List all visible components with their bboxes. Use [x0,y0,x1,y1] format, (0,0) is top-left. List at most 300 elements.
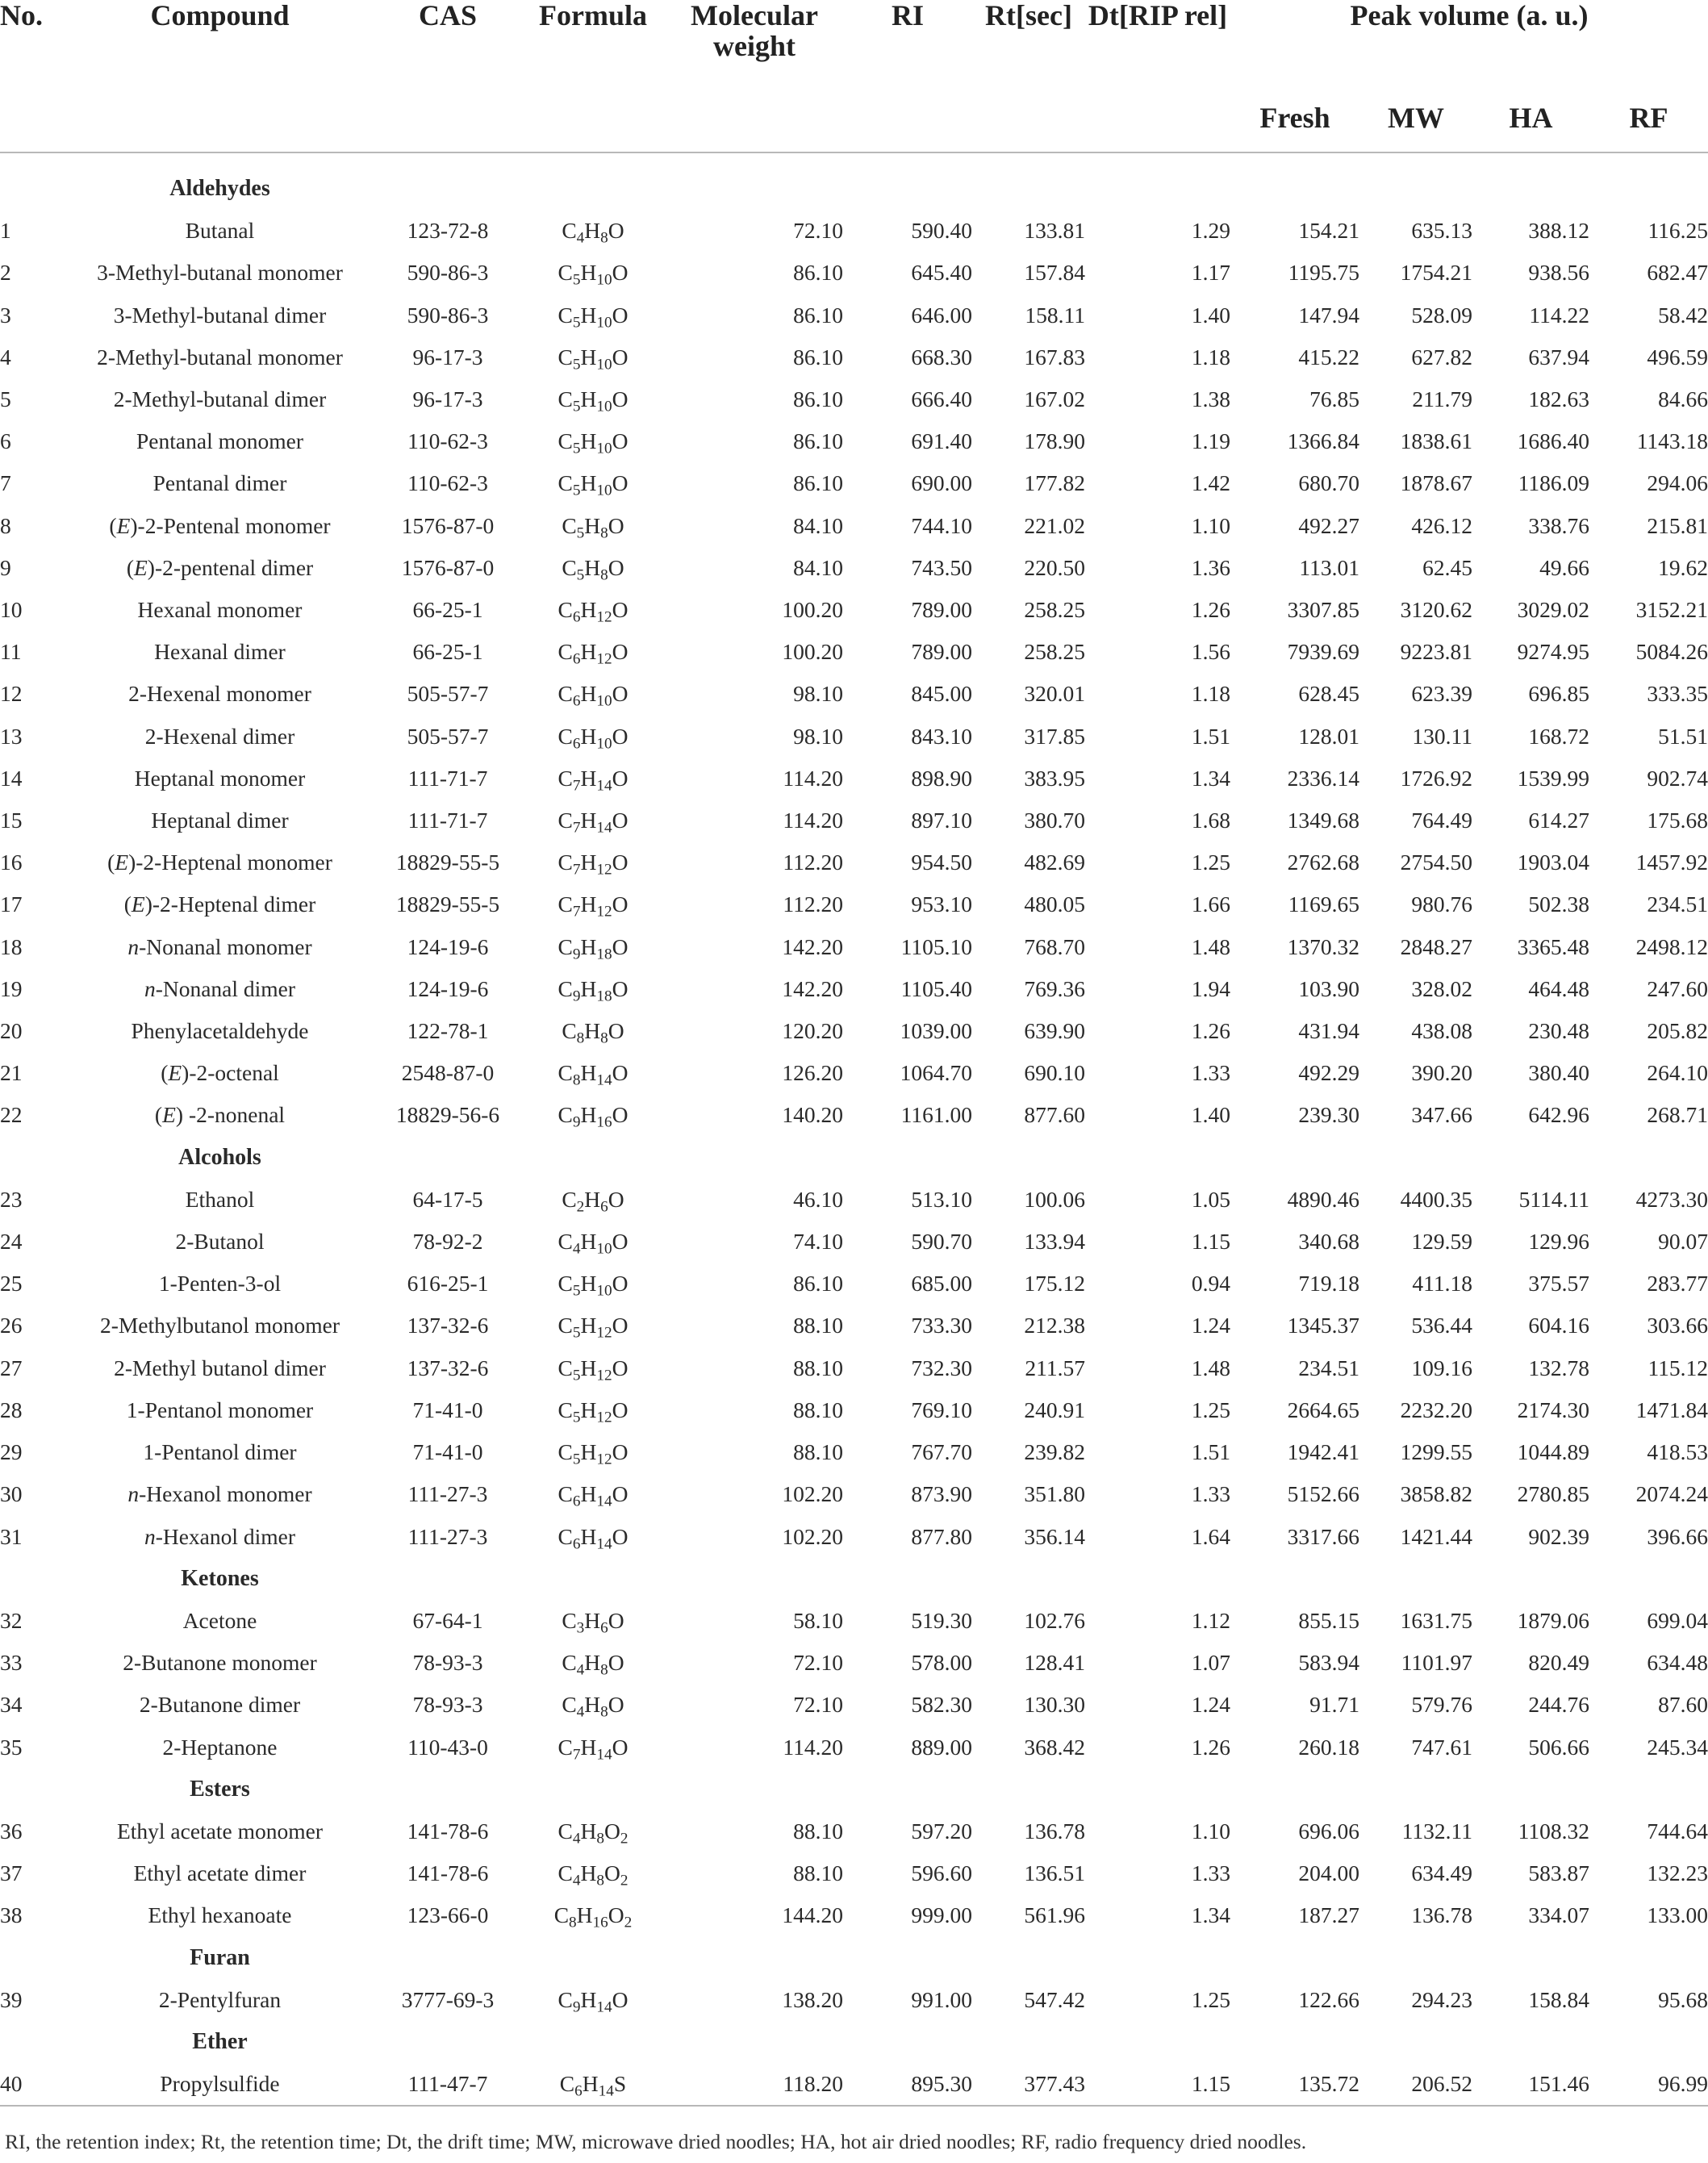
cell-dt: 1.07 [1191,1650,1230,1676]
formula-part: O [612,933,628,959]
cell-fresh: 103.90 [1298,975,1359,1001]
cell-fresh: 1370.32 [1287,933,1359,959]
formula-part: 12 [596,861,612,879]
cell-rf: 2074.24 [1635,1481,1708,1507]
section-heading: Ether [192,2028,248,2054]
cell-cas: 78-93-3 [412,1692,483,1718]
cell-no: 29 [0,1439,23,1465]
formula-part: 12 [596,1324,612,1342]
formula-part: H [580,260,597,286]
cell-no: 26 [0,1313,23,1338]
formula-part: C [558,386,573,412]
formula-part: O [612,470,628,496]
formula-part: 12 [596,1409,612,1426]
formula-part: O [612,1734,628,1760]
cell-cas: 71-41-0 [412,1397,483,1422]
formula-part: C [562,554,577,580]
cell-rt: 102.76 [1024,1607,1085,1633]
cell-ha: 1044.89 [1517,1439,1589,1465]
cell-rt: 133.81 [1024,218,1085,244]
cell-cas: 141-78-6 [407,1818,489,1844]
cell-cas: 110-43-0 [407,1734,488,1760]
cell-no: 6 [0,428,11,454]
formula-part: C [558,344,573,370]
formula-part: O [612,1439,628,1465]
formula-part: C [558,1397,573,1422]
formula-part: C [558,975,573,1001]
cell-ha: 696.85 [1528,681,1589,707]
cell-ri: 668.30 [911,344,972,370]
cell-mw: 579.76 [1411,1692,1472,1718]
formula-part: 8 [569,1914,577,1931]
formula-part: C [558,1313,573,1338]
cell-compound [65,1727,375,1768]
cell-rt: 547.42 [1024,1986,1085,2012]
formula-part: H [580,1523,597,1549]
cell-fresh: 187.27 [1298,1902,1359,1928]
cell-rt: 177.82 [1024,470,1085,496]
header-fresh: Fresh [1230,84,1359,152]
cell-compound [65,1010,375,1052]
cell-no: 38 [0,1902,23,1928]
formula-part: 16 [596,1113,612,1131]
formula-part: O [612,1355,628,1380]
cell-fresh: 147.94 [1298,302,1359,328]
formula-part: 6 [600,1619,608,1637]
formula-part: O [612,681,628,707]
cell-rt: 157.84 [1024,260,1085,286]
cell-no: 19 [0,975,23,1001]
cell-compound [65,800,375,841]
cell-molecular-weight: 114.20 [783,765,843,791]
cell-formula [520,800,666,841]
cell-rt: 377.43 [1024,2071,1085,2097]
table-row [0,294,1708,336]
cell-no: 15 [0,808,23,833]
formula-part: H [584,1018,601,1044]
cell-molecular-weight: 88.10 [793,1397,843,1422]
cell-ha: 49.66 [1539,554,1589,580]
cell-rf: 396.66 [1647,1523,1708,1549]
compound-name: 2-Methyl-butanal monomer [97,344,343,370]
cell-ri: 767.70 [911,1439,972,1465]
cell-ri: 898.90 [911,765,972,791]
formula-part: 12 [596,1451,612,1468]
formula-part: O [612,808,628,833]
cell-dt: 1.17 [1191,260,1230,286]
formula-part: H [576,1902,593,1928]
cell-ha: 1108.32 [1518,1818,1589,1844]
cell-fresh: 3317.66 [1287,1523,1359,1549]
compound-name: Ethyl hexanoate [148,1902,292,1928]
cell-formula [520,1052,666,1094]
cell-fresh: 415.22 [1298,344,1359,370]
formula-part: H [580,1734,597,1760]
cell-formula [520,1347,666,1389]
compound-name: 3-Methyl-butanal dimer [113,302,327,328]
cell-fresh: 1169.65 [1288,892,1359,917]
table-row [0,1473,1708,1515]
cell-cas: 64-17-5 [412,1186,483,1212]
cell-ri: 645.40 [911,260,972,286]
formula-part: O [608,1018,624,1044]
formula-part: O [612,892,628,917]
cell-formula [520,294,666,336]
cell-cas: 67-64-1 [412,1607,483,1633]
cell-rt: 220.50 [1024,554,1085,580]
cell-mw: 206.52 [1411,2071,1472,2097]
cell-ha: 334.07 [1528,1902,1589,1928]
cell-mw: 328.02 [1411,975,1472,1001]
cell-cas: 505-57-7 [407,681,489,707]
cell-mw: 634.49 [1411,1860,1472,1886]
cell-ha: 388.12 [1528,218,1589,244]
cell-ri: 789.00 [911,639,972,665]
table-row [0,1347,1708,1389]
cell-fresh: 239.30 [1298,1102,1359,1128]
table-row [0,1010,1708,1052]
cell-molecular-weight: 138.20 [782,1986,843,2012]
cell-compound [65,505,375,547]
cell-mw: 1299.55 [1400,1439,1472,1465]
compound-name: -Hexanol dimer [155,1523,296,1549]
formula-part: H [582,2071,599,2097]
formula-part: H [580,975,597,1001]
cell-cas: 66-25-1 [412,639,483,665]
cell-fresh: 855.15 [1298,1607,1359,1633]
cell-dt: 1.25 [1191,1397,1230,1422]
cell-no: 7 [0,470,11,496]
cell-ha: 502.38 [1528,892,1589,917]
compound-italic: n [127,933,140,959]
table-row [0,505,1708,547]
table-row [0,1516,1708,1558]
header-mw: MW [1359,84,1472,152]
formula-part: H [584,218,601,244]
cell-cas: 111-27-3 [407,1481,488,1507]
cell-no: 22 [0,1102,23,1128]
cell-molecular-weight: 88.10 [793,1439,843,1465]
cell-ha: 637.94 [1528,344,1589,370]
cell-ri: 691.40 [911,428,972,454]
formula-part: O [608,1607,624,1633]
formula-part: 5 [572,271,581,289]
cell-dt: 1.40 [1191,302,1230,328]
header-molecular-weight [666,0,843,84]
formula-part: 14 [596,1998,612,2016]
formula-part: H [580,344,597,370]
compound-name: Ethyl acetate dimer [133,1860,307,1886]
cell-cas: 137-32-6 [407,1313,489,1338]
cell-formula [520,631,666,673]
table-row [0,800,1708,841]
cell-compound [65,1094,375,1136]
cell-compound [65,1684,375,1726]
formula-part: C [558,1439,573,1465]
section-row [0,1768,1708,1810]
cell-mw: 9223.81 [1400,639,1472,665]
cell-ri: 897.10 [911,808,972,833]
cell-no: 33 [0,1650,23,1676]
cell-cas: 3777-69-3 [401,1986,495,2012]
cell-fresh: 492.29 [1298,1060,1359,1086]
cell-mw: 1132.11 [1401,1818,1472,1844]
cell-dt: 1.18 [1191,681,1230,707]
cell-ha: 1903.04 [1517,850,1589,875]
section-heading: Esters [190,1776,250,1802]
formula-part: 10 [596,692,612,710]
cell-ri: 954.50 [911,850,972,875]
formula-part: O [612,1313,628,1338]
formula-part: C [558,1818,573,1844]
cell-ri: 843.10 [911,723,972,749]
cell-molecular-weight: 98.10 [793,723,843,749]
formula-part: S [613,2071,627,2097]
compound-prefix: ( [154,1102,163,1128]
header-dt: Dt[RIP rel] [1088,0,1228,31]
table-row [0,2063,1708,2106]
cell-dt: 1.25 [1191,1986,1230,2012]
cell-ha: 614.27 [1528,808,1589,833]
cell-molecular-weight: 120.20 [782,1018,843,1044]
formula-part: C [558,1860,573,1886]
cell-rf: 283.77 [1647,1271,1708,1297]
cell-dt: 1.19 [1191,428,1230,454]
compound-name: -Hexanol monomer [139,1481,312,1507]
cell-dt: 1.10 [1191,512,1230,538]
cell-fresh: 340.68 [1298,1229,1359,1255]
cell-rt: 383.95 [1024,765,1085,791]
cell-rt: 317.85 [1024,723,1085,749]
compound-italic: n [127,1481,140,1507]
cell-cas: 122-78-1 [407,1018,489,1044]
cell-molecular-weight: 72.10 [793,1650,843,1676]
formula-part: H [584,554,601,580]
cell-ha: 5114.11 [1518,1186,1589,1212]
cell-molecular-weight: 84.10 [793,554,843,580]
formula-part: C [562,512,577,538]
formula-part: 10 [596,735,612,753]
formula-part: O [608,218,624,244]
cell-rt: 128.41 [1024,1650,1085,1676]
formula-part: C [562,1607,577,1633]
cell-ha: 338.76 [1528,512,1589,538]
cell-rt: 258.25 [1024,639,1085,665]
cell-molecular-weight: 86.10 [793,302,843,328]
table-row [0,1305,1708,1347]
cell-fresh: 1349.68 [1287,808,1359,833]
cell-no: 14 [0,765,23,791]
cell-ha: 1539.99 [1517,765,1589,791]
formula-part: 5 [576,524,585,541]
cell-rt: 768.70 [1024,933,1085,959]
cell-ha: 1186.09 [1518,470,1589,496]
table-row [0,1263,1708,1305]
table-row [0,462,1708,504]
formula-part: O [612,1271,628,1297]
cell-rt: 480.05 [1024,892,1085,917]
formula-part: H [580,1986,597,2012]
formula-part: 5 [572,313,581,331]
formula-part: C [559,2071,575,2097]
cell-molecular-weight: 100.20 [782,639,843,665]
cell-rf: 902.74 [1647,765,1708,791]
compound-italic: E [168,1060,182,1086]
cell-fresh: 680.70 [1298,470,1359,496]
cell-fresh: 628.45 [1298,681,1359,707]
table-row [0,1684,1708,1726]
cell-no: 40 [0,2071,23,2097]
cell-no: 10 [0,597,23,623]
formula-part: O [612,260,628,286]
formula-part: 4 [576,1661,585,1679]
formula-part: 8 [600,566,608,584]
cell-rt: 221.02 [1024,512,1085,538]
formula-part: H [584,512,601,538]
formula-part: 10 [596,482,612,499]
cell-compound [65,1473,375,1515]
cell-rf: 96.99 [1658,2071,1708,2097]
cell-rt: 639.90 [1024,1018,1085,1044]
compound-prefix: ( [161,1060,169,1086]
formula-part: 12 [596,650,612,668]
cell-ha: 2174.30 [1517,1397,1589,1422]
cell-cas: 110-62-3 [407,428,488,454]
formula-part: 6 [572,1535,581,1552]
table-row [0,1600,1708,1642]
cell-mw: 1421.44 [1400,1523,1472,1549]
cell-rf: 245.34 [1647,1734,1708,1760]
cell-rf: 3152.21 [1635,597,1708,623]
cell-no: 31 [0,1523,23,1549]
cell-dt: 1.24 [1191,1692,1230,1718]
compound-name: 1-Pentanol dimer [143,1439,297,1465]
cell-formula [520,1810,666,1852]
cell-cas: 123-66-0 [407,1902,489,1928]
formula-part: H [580,933,597,959]
cell-ri: 646.00 [911,302,972,328]
cell-rf: 1143.18 [1636,428,1708,454]
cell-dt: 1.34 [1191,1902,1230,1928]
cell-no: 24 [0,1229,23,1255]
cell-formula [520,1094,666,1136]
formula-part: C [562,1650,577,1676]
cell-formula [520,1389,666,1431]
cell-compound [65,1305,375,1347]
cell-mw: 1754.21 [1400,260,1472,286]
cell-compound [65,252,375,294]
cell-dt: 1.26 [1191,597,1230,623]
cell-mw: 426.12 [1411,512,1472,538]
formula-part: 5 [572,440,581,457]
cell-fresh: 492.27 [1298,512,1359,538]
formula-part: 12 [596,608,612,626]
cell-dt: 1.15 [1191,2071,1230,2097]
cell-cas: 590-86-3 [407,302,489,328]
formula-part: H [584,1692,601,1718]
cell-ri: 953.10 [911,892,972,917]
cell-ri: 991.00 [911,1986,972,2012]
cell-dt: 1.48 [1191,1355,1230,1380]
cell-compound [65,883,375,925]
cell-mw: 294.23 [1411,1986,1472,2012]
cell-rf: 333.35 [1647,681,1708,707]
cell-rf: 115.12 [1647,1355,1708,1380]
formula-part: 2 [620,1830,628,1848]
cell-rf: 744.64 [1647,1818,1708,1844]
cell-rt: 158.11 [1025,302,1085,328]
formula-part: 6 [572,1493,581,1510]
cell-fresh: 583.94 [1298,1650,1359,1676]
cell-ha: 2780.85 [1517,1481,1589,1507]
compound-italic: E [133,554,148,580]
table-row [0,336,1708,378]
cell-rf: 90.07 [1658,1229,1708,1255]
formula-part: 12 [596,903,612,921]
section-row [0,1937,1708,1979]
cell-rt: 136.78 [1024,1818,1085,1844]
formula-part: H [580,1397,597,1422]
formula-part: C [558,1271,573,1297]
cell-rf: 95.68 [1658,1986,1708,2012]
cell-mw: 129.59 [1411,1229,1472,1255]
cell-mw: 2232.20 [1400,1397,1472,1422]
cell-compound [65,631,375,673]
cell-ri: 895.30 [911,2071,972,2097]
cell-no: 37 [0,1860,23,1886]
cell-fresh: 260.18 [1298,1734,1359,1760]
cell-rf: 234.51 [1647,892,1708,917]
formula-part: O [612,1102,628,1128]
cell-formula [520,926,666,968]
compound-name: 1-Penten-3-ol [158,1271,282,1297]
cell-rt: 561.96 [1024,1902,1085,1928]
table-row [0,252,1708,294]
table-row [0,589,1708,631]
formula-part: 9 [572,988,581,1005]
formula-part: 10 [596,356,612,374]
formula-part: O [612,1523,628,1549]
cell-mw: 211.79 [1412,386,1472,412]
cell-fresh: 1345.37 [1287,1313,1359,1338]
cell-dt: 1.40 [1191,1102,1230,1128]
compound-name: 2-Butanone dimer [139,1692,301,1718]
cell-compound [65,1179,375,1221]
cell-rf: 116.25 [1647,218,1708,244]
cell-mw: 390.20 [1411,1060,1472,1086]
cell-rf: 133.00 [1647,1902,1708,1928]
table-row [0,1389,1708,1431]
formula-part: 14 [596,1745,612,1763]
table-row [0,758,1708,800]
table-header [0,0,1708,152]
formula-part: O [612,639,628,665]
formula-part: C [558,470,573,496]
formula-part: 5 [572,398,581,415]
cell-ha: 132.78 [1528,1355,1589,1380]
table-row [0,1431,1708,1473]
cell-dt: 1.24 [1191,1313,1230,1338]
cell-mw: 438.08 [1411,1018,1472,1044]
cell-molecular-weight: 114.20 [783,808,843,833]
cell-dt: 1.36 [1191,554,1230,580]
section-heading: Aldehydes [169,176,270,201]
table-row [0,841,1708,883]
formula-part: C [562,1186,577,1212]
compound-name: )-2-pentenal dimer [147,554,314,580]
formula-part: H [580,1229,597,1255]
formula-part: 5 [572,1282,581,1300]
